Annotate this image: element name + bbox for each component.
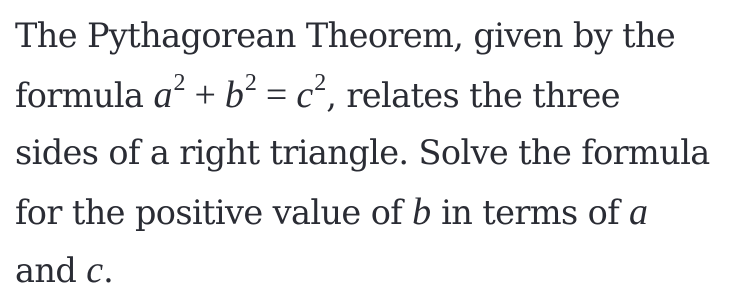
problem-text: and: [15, 251, 87, 290]
problem-text: The Pythagorean Theorem, given by the: [15, 16, 676, 55]
math-var-a: a: [629, 190, 649, 233]
problem-text: , relates the three: [326, 75, 620, 115]
problem-text: in terms of: [431, 192, 630, 232]
problem-text: sides of a right triangle. Solve the formula: [15, 133, 710, 172]
math-plus: +: [194, 73, 216, 116]
problem-line-5: [15, 241, 747, 300]
math-exponent: 2: [173, 70, 186, 97]
problem-text: formula: [15, 75, 154, 115]
problem-line-2: [15, 66, 747, 125]
problem-statement: [15, 7, 747, 300]
math-var-b: b: [224, 73, 244, 116]
problem-text: .: [103, 251, 114, 290]
math-var-c: c: [86, 249, 104, 291]
problem-line-3: [15, 124, 747, 183]
math-equals: =: [265, 73, 288, 116]
math-var-a: a: [153, 73, 173, 116]
math-exponent: 2: [314, 70, 327, 97]
math-exponent: 2: [244, 70, 257, 97]
pythagorean-formula: [153, 70, 327, 116]
math-var-c: c: [296, 73, 314, 116]
math-var-b: b: [412, 190, 432, 233]
problem-text: for the positive value of: [15, 192, 413, 232]
problem-line-4: [15, 183, 747, 242]
problem-line-1: [15, 7, 747, 66]
